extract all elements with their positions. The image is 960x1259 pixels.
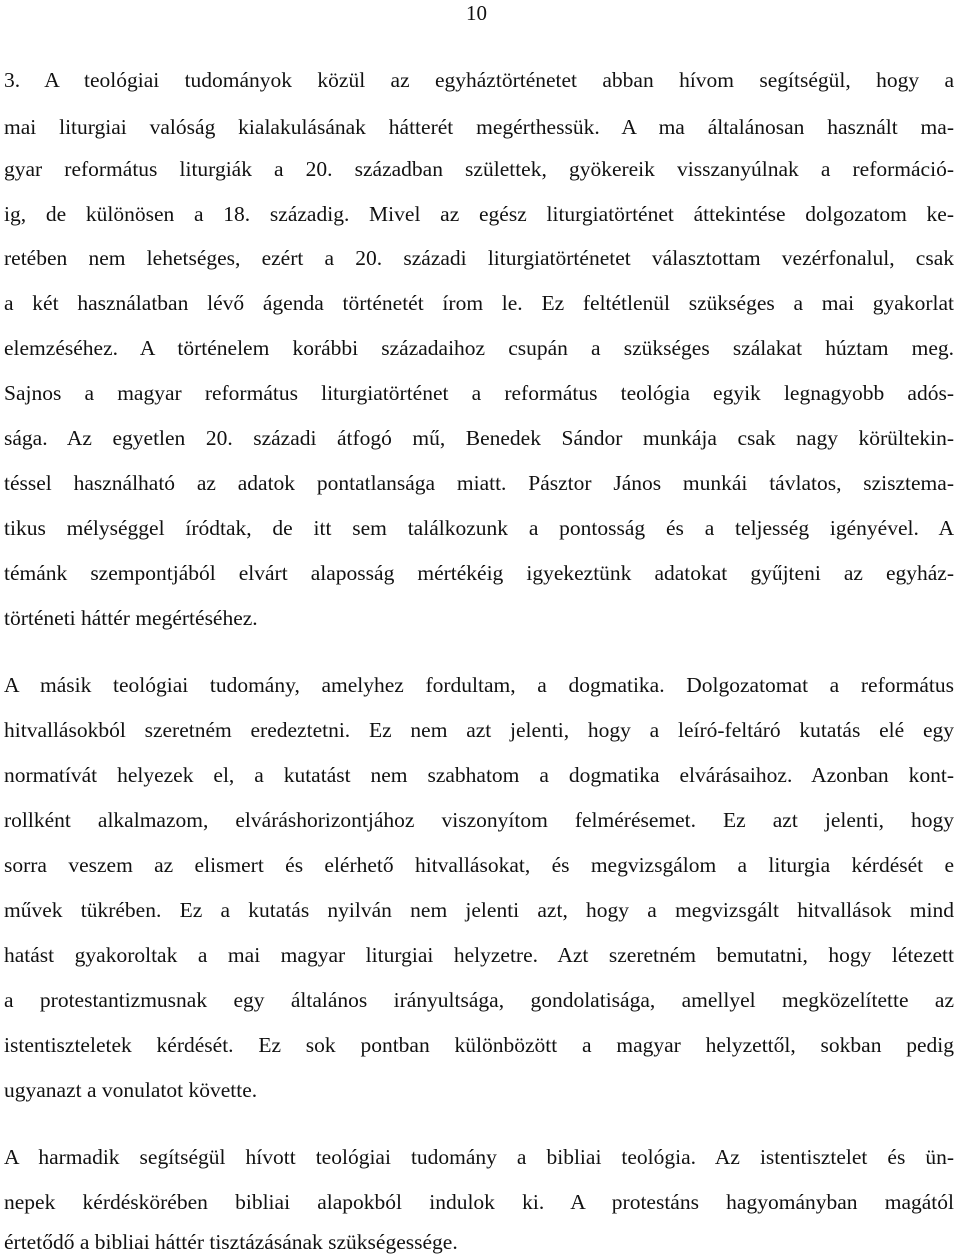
text-line: gyar református liturgiák a 20. században születtek, gyökereik visszanyúlnak a reformáció- [4, 157, 954, 181]
text-line: értetődő a bibliai háttér tisztázásának szükségessége. [4, 1230, 458, 1254]
text-line: A másik teológiai tudomány, amelyhez fordultam, a dogmatika. Dolgozatomat a református [4, 673, 954, 697]
text-line: a két használatban lévő ágenda történetét írom le. Ez feltétlenül szükséges a mai gyakorlat [4, 291, 954, 315]
text-line: téssel használható az adatok pontatlansága miatt. Pásztor János munkái távlatos, szisztema- [4, 471, 954, 495]
text-line: hatást gyakoroltak a mai magyar liturgiai helyzetre. Azt szeretném bemutatni, hogy létezett [4, 943, 954, 967]
text-line: 3. A teológiai tudományok közül az egyháztörténetet abban hívom segítségül, hogy a [4, 68, 954, 92]
text-line: ig, de különösen a 18. századig. Mivel az egész liturgiatörténet áttekintése dolgozatom ke- [4, 202, 954, 226]
text-line: történeti háttér megértéséhez. [4, 606, 258, 630]
page-number: 10 [466, 1, 487, 25]
text-line: nepek kérdéskörében bibliai alapokból indulok ki. A protestáns hagyományban magától [4, 1190, 954, 1214]
text-line: sorra veszem az elismert és elérhető hitvallásokat, és megvizsgálom a liturgia kérdését e [4, 853, 954, 877]
text-line: ugyanazt a vonulatot követte. [4, 1078, 258, 1102]
text-line: témánk szempontjából elvárt alaposság mértékéig igyekeztünk adatokat gyűjteni az egyház- [4, 561, 954, 585]
text-line: A harmadik segítségül hívott teológiai tudomány a bibliai teológia. Az istentisztelet és ün- [4, 1145, 954, 1169]
text-line: rollként alkalmazom, elváráshorizontjához viszonyítom felmérésemet. Ez azt jelenti, hogy [4, 808, 954, 832]
text-line: tikus mélységgel íródtak, de itt sem találkozunk a pontosság és a teljesség igényével. A [4, 516, 954, 540]
text-line: Sajnos a magyar református liturgiatörténet a református teológia egyik legnagyobb adós- [4, 381, 954, 405]
text-line: mai liturgiai valóság kialakulásának hátterét megérthessük. A ma általánosan használt ma- [4, 115, 954, 139]
text-line: hitvallásokból szeretném eredeztetni. Ez nem azt jelenti, hogy a leíró-feltáró kutatás elé egy [4, 718, 954, 742]
text-line: művek tükrében. Ez a kutatás nyilván nem jelenti azt, hogy a megvizsgált hitvallások mind [4, 898, 954, 922]
text-line: normatívát helyezek el, a kutatást nem szabhatom a dogmatika elvárásaihoz. Azonban kont- [4, 763, 954, 787]
text-line: elemzéséhez. A történelem korábbi századaihoz csupán a szükséges szálakat húztam meg. [4, 336, 954, 360]
text-line: istentiszteletek kérdését. Ez sok pontban különbözött a magyar helyzettől, sokban pedig [4, 1033, 954, 1057]
text-line: retében nem lehetséges, ezért a 20. századi liturgiatörténetet választottam vezérfonalul, csak [4, 246, 954, 270]
text-line: sága. Az egyetlen 20. századi átfogó mű, Benedek Sándor munkája csak nagy körültekin- [4, 426, 954, 450]
text-line: a protestantizmusnak egy általános irányultsága, gondolatisága, amellyel megközelítette az [4, 988, 954, 1012]
